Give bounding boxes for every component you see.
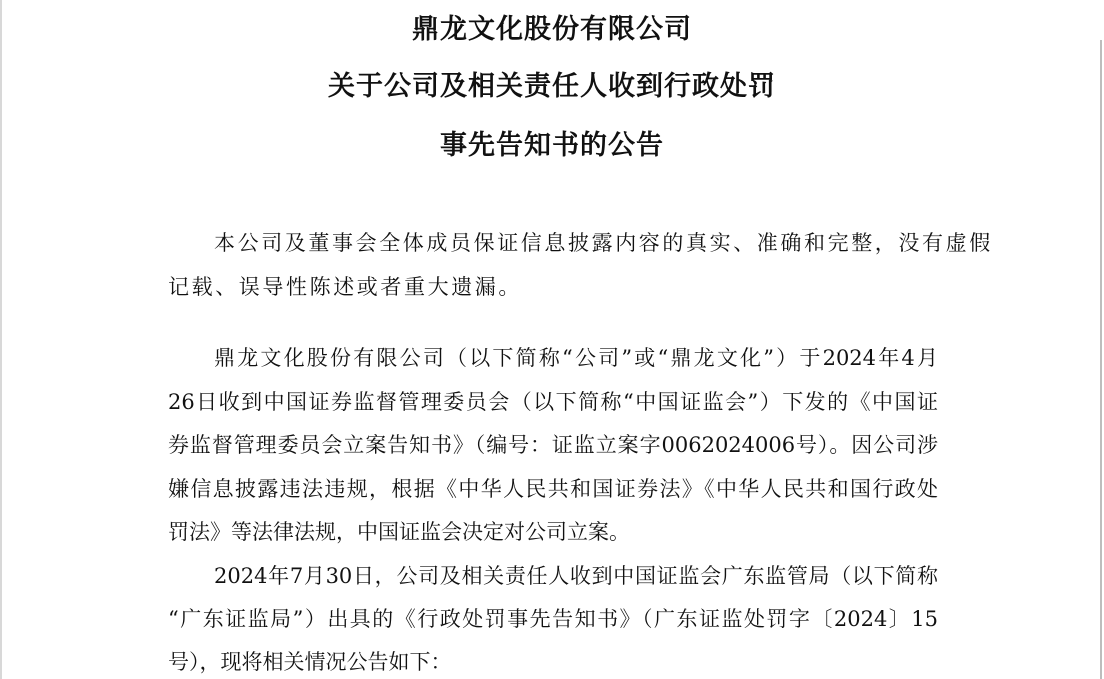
paragraph-2-line-1: 2024年7月30日，公司及相关责任人收到中国证监会广东监管局（以下简称 bbox=[214, 564, 938, 588]
title-notice-line: 事先告知书的公告 bbox=[440, 130, 664, 161]
paragraph-1-line-3: 券监督管理委员会立案告知书》（编号：证监立案字0062024006号）。因公司涉 bbox=[168, 433, 938, 457]
paragraph-2-line-3: 号），现将相关情况公告如下： bbox=[168, 650, 452, 674]
paragraph-1-line-5: 罚法》等法律法规，中国证监会决定对公司立案。 bbox=[168, 520, 630, 544]
paragraph-1-line-4: 嫌信息披露违法违规，根据《中华人民共和国证券法》《中华人民共和国行政处 bbox=[168, 477, 938, 501]
disclaimer-line-2: 记载、误导性陈述或者重大遗漏。 bbox=[168, 275, 522, 299]
paragraph-1-line-1: 鼎龙文化股份有限公司（以下简称“公司”或“鼎龙文化”）于2024年4月 bbox=[214, 346, 938, 370]
title-company-name: 鼎龙文化股份有限公司 bbox=[412, 14, 692, 45]
title-subject-line: 关于公司及相关责任人收到行政处罚 bbox=[328, 71, 776, 102]
paragraph-2-line-2: “广东证监局”）出具的《行政处罚事先告知书》（广东证监处罚字〔2024〕15 bbox=[168, 607, 938, 631]
paragraph-1-line-2: 26日收到中国证券监督管理委员会（以下简称“中国证监会”）下发的《中国证 bbox=[168, 390, 938, 414]
disclaimer-line-1: 本公司及董事会全体成员保证信息披露内容的真实、准确和完整，没有虚假 bbox=[214, 231, 993, 255]
